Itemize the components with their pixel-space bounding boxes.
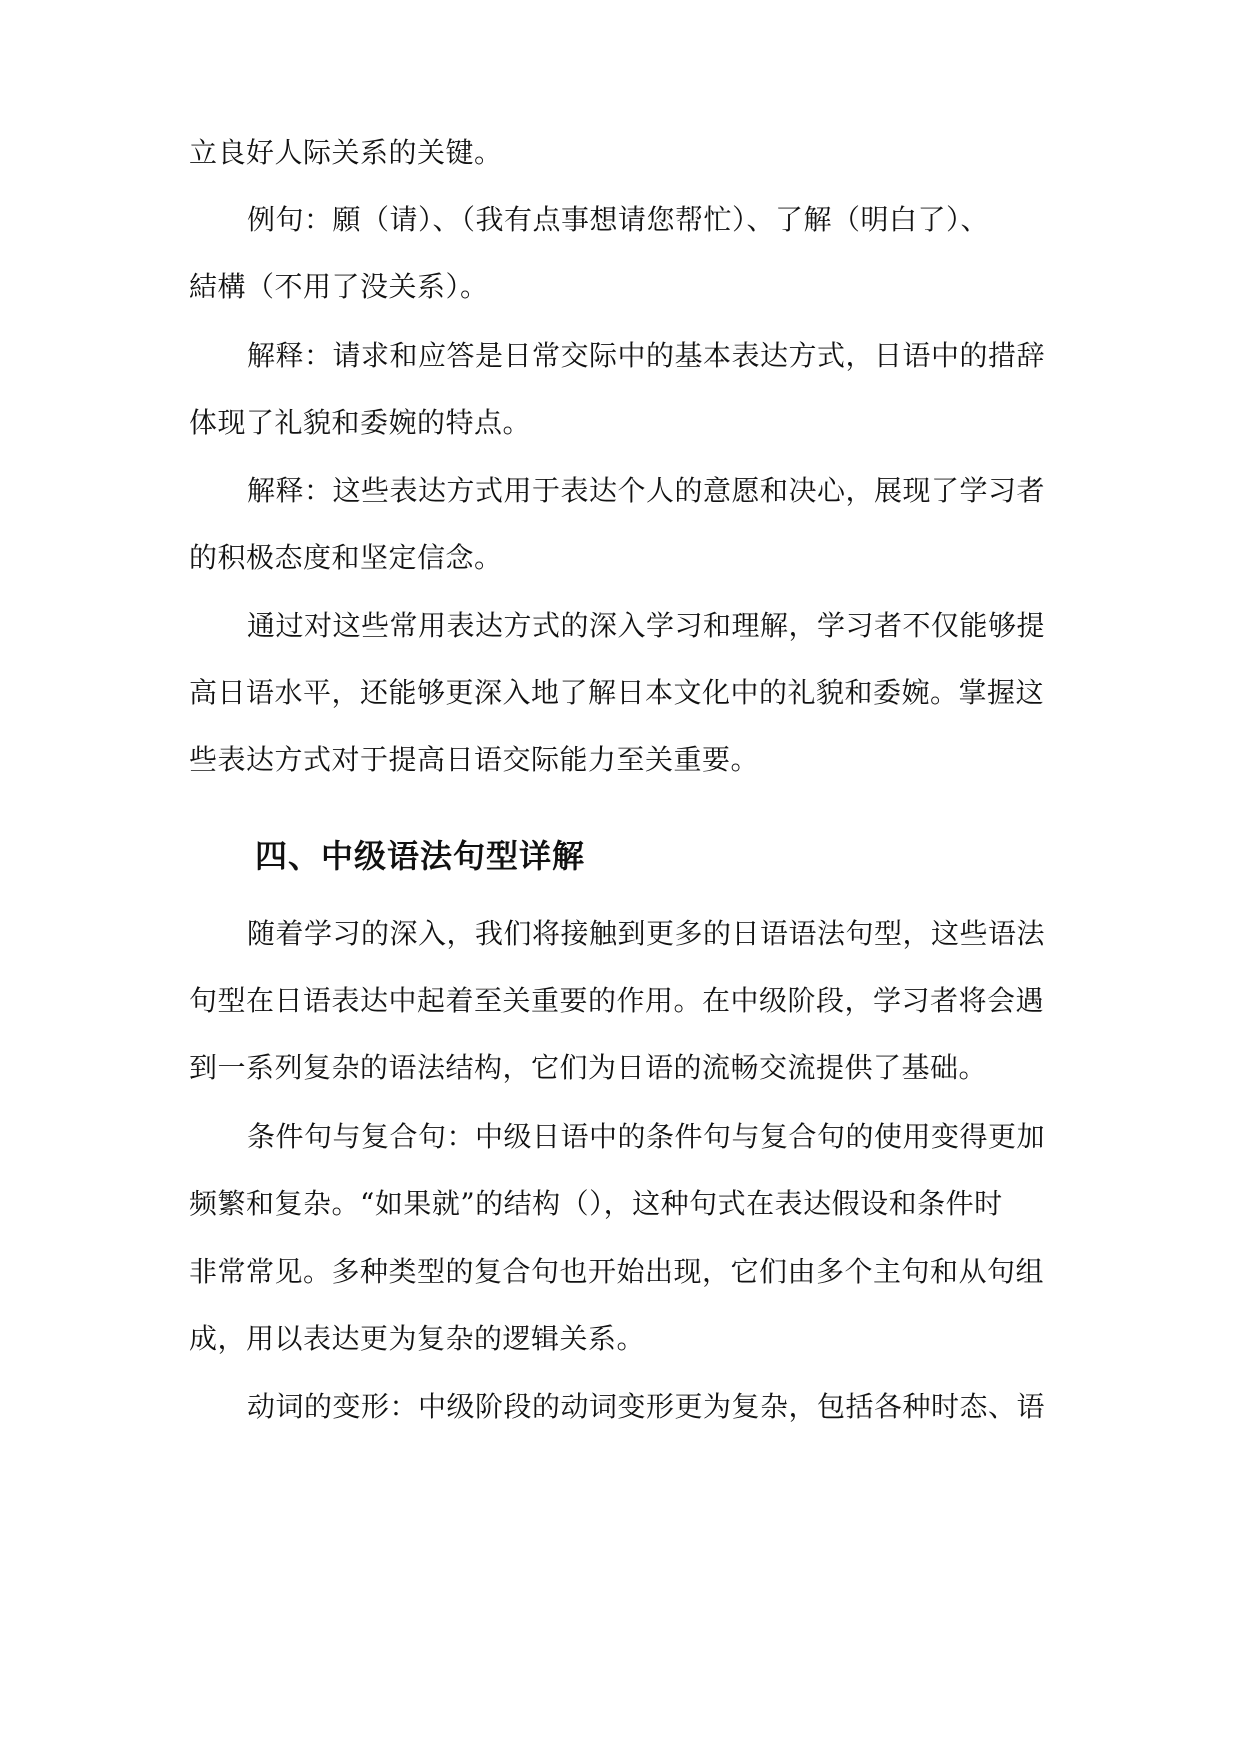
paragraph-line: 通过对这些常用表达方式的深入学习和理解，学习者不仅能够提	[247, 609, 1046, 642]
paragraph-line: 动词的变形：中级阶段的动词变形更为复杂，包括各种时态、语	[247, 1390, 1046, 1423]
paragraph-line: 到一系列复杂的语法结构，它们为日语的流畅交流提供了基础。	[189, 1051, 988, 1084]
paragraph-line: 的积极态度和坚定信念。	[189, 541, 503, 574]
paragraph-line: 例句：願（请）、（我有点事想请您帮忙）、了解（明白了）、	[247, 203, 990, 236]
paragraph-line: 句型在日语表达中起着至关重要的作用。在中级阶段，学习者将会遇	[189, 984, 1045, 1017]
paragraph-line: 非常常见。多种类型的复合句也开始出现，它们由多个主句和从句组	[189, 1255, 1045, 1288]
paragraph-line: 频繁和复杂。“如果就”的结构（），这种句式在表达假设和条件时	[189, 1187, 1003, 1220]
paragraph-line: 成，用以表达更为复杂的逻辑关系。	[189, 1322, 646, 1355]
paragraph-line: 随着学习的深入，我们将接触到更多的日语语法句型，这些语法	[247, 917, 1046, 950]
paragraph-line: 解释：请求和应答是日常交际中的基本表达方式，日语中的措辞	[247, 339, 1046, 372]
paragraph-line: 条件句与复合句：中级日语中的条件句与复合句的使用变得更加	[247, 1120, 1046, 1153]
section-heading: 四、中级语法句型详解	[255, 837, 586, 875]
paragraph-line: 高日语水平，还能够更深入地了解日本文化中的礼貌和委婉。掌握这	[189, 676, 1045, 709]
paragraph-line: 体现了礼貌和委婉的特点。	[189, 406, 532, 439]
paragraph-line: 解释：这些表达方式用于表达个人的意愿和决心，展现了学习者	[247, 474, 1046, 507]
paragraph-line: 些表达方式对于提高日语交际能力至关重要。	[189, 743, 760, 776]
paragraph-line: 立良好人际关系的关键。	[189, 136, 503, 169]
paragraph-line: 結構（不用了没关系）。	[189, 270, 489, 303]
